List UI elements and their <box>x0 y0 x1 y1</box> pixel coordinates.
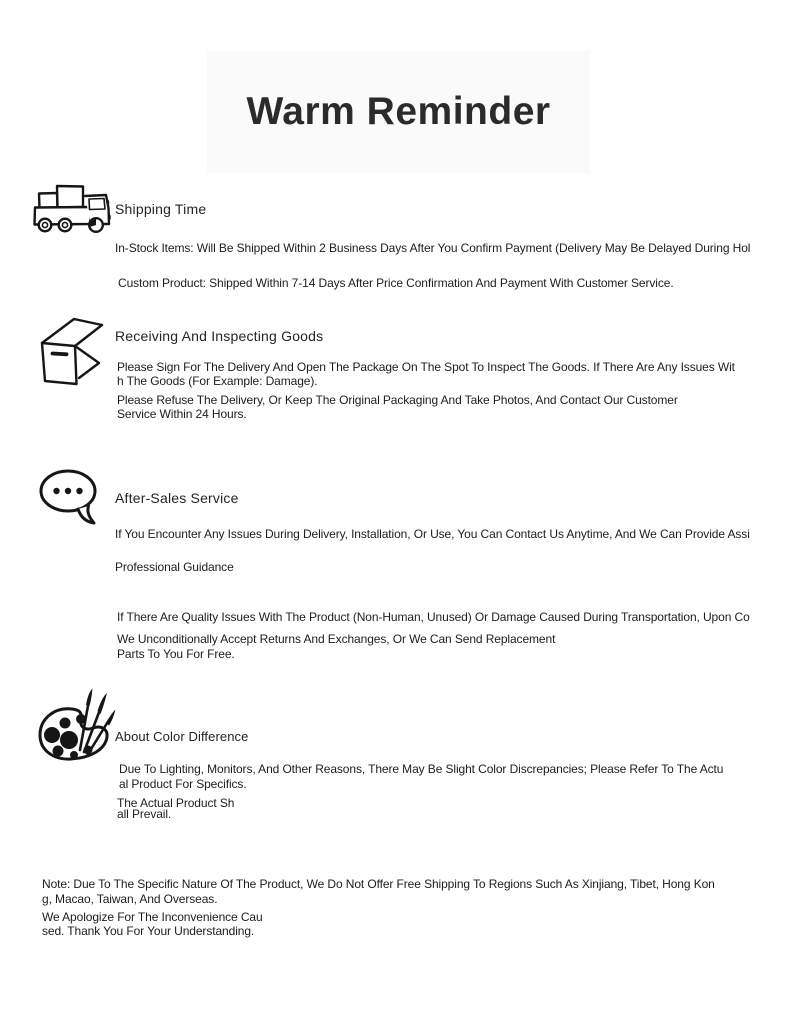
after-sales-paragraph-line: Parts To You For Free. <box>117 647 235 661</box>
title-background <box>207 50 590 174</box>
color-difference-paragraph-line: The Actual Product Sh <box>117 796 235 810</box>
after-sales-paragraph-line: If There Are Quality Issues With The Product (Non-Human, Unused) Or Damage Caused During Transportation, Upon Co <box>117 610 750 624</box>
paint-palette-icon <box>36 688 116 763</box>
receiving-paragraph-line: Please Refuse The Delivery, Or Keep The Original Packaging And Take Photos, And Contact Our Customer <box>117 393 678 407</box>
color-difference-paragraph-line: Due To Lighting, Monitors, And Other Reasons, There May Be Slight Color Discrepancies; Please Refer To The Actu <box>119 762 724 776</box>
after-sales-paragraph-line: If You Encounter Any Issues During Delivery, Installation, Or Use, You Can Contact Us Anytime, And We Can Provide Assi <box>115 527 750 541</box>
shipping-paragraph-line: Custom Product: Shipped Within 7-14 Days After Price Confirmation And Payment With Customer Service. <box>118 276 674 290</box>
footer-note-line: sed. Thank You For Your Understanding. <box>42 924 255 938</box>
receiving-paragraph-line: h The Goods (For Example: Damage). <box>117 374 318 388</box>
section-heading-color-difference: About Color Difference <box>115 729 249 744</box>
open-box-icon <box>36 312 106 387</box>
chat-bubble-icon <box>37 468 103 525</box>
shipping-paragraph-line: In-Stock Items: Will Be Shipped Within 2 Business Days After You Confirm Payment (Delivery May Be Delayed During Hol <box>115 241 751 255</box>
color-difference-paragraph-line: all Prevail. <box>117 807 172 821</box>
color-difference-paragraph-line: al Product For Specifics. <box>119 777 247 791</box>
section-heading-shipping-time: Shipping Time <box>115 201 207 217</box>
section-heading-receiving: Receiving And Inspecting Goods <box>115 328 324 344</box>
receiving-paragraph-line: Please Sign For The Delivery And Open The Package On The Spot To Inspect The Goods. If There Are Any Issues Wit <box>117 360 735 374</box>
footer-note-line: Note: Due To The Specific Nature Of The Product, We Do Not Offer Free Shipping To Regions Such As Xinjiang, Tibet, Hong Kon <box>42 877 715 891</box>
after-sales-paragraph-line: Professional Guidance <box>115 560 234 574</box>
truck-icon <box>27 183 111 233</box>
after-sales-paragraph-line: We Unconditionally Accept Returns And Exchanges, Or We Can Send Replacement <box>117 632 556 646</box>
receiving-paragraph-line: Service Within 24 Hours. <box>117 407 247 421</box>
section-heading-after-sales: After-Sales Service <box>115 490 239 506</box>
page-title: Warm Reminder <box>246 90 551 133</box>
footer-note-line: We Apologize For The Inconvenience Cau <box>42 910 263 924</box>
footer-note-line: g, Macao, Taiwan, And Overseas. <box>42 892 218 906</box>
